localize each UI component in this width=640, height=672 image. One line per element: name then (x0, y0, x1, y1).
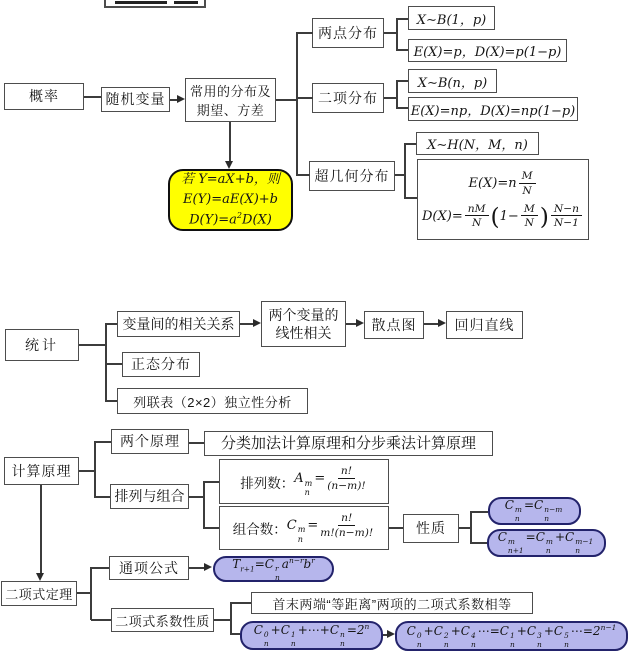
connector-line (94, 441, 96, 498)
connector-line (91, 567, 109, 569)
connector-line (389, 527, 403, 529)
connector-line (214, 619, 231, 621)
formula-text: X∼B(1，p) (416, 12, 487, 28)
node-binomial-theorem (1, 581, 77, 606)
node-properties (403, 514, 459, 543)
node-probability (4, 83, 84, 110)
connector-line (229, 122, 231, 162)
formula-general-term (213, 556, 334, 582)
connector-line (397, 18, 408, 20)
connector-line (84, 96, 101, 98)
connector-line (189, 496, 204, 498)
formula-combination-property-1 (488, 497, 581, 525)
arrowhead-right (177, 95, 185, 103)
connector-line (95, 496, 110, 498)
formula-odd-even-sum (395, 621, 628, 651)
formula-hypergeometric-model (416, 132, 539, 155)
formula-text: C 0 n +C 2 n +C 4 n ⋯=C 1 n +C 3 n +C 5 n $\cdots=2^{n-1}$ (406, 622, 617, 649)
arrowhead-right (438, 319, 446, 327)
connector-line (471, 511, 488, 513)
note-line2: E(Y)=aE(X)+b (183, 191, 278, 207)
formula-permutation-number (219, 459, 389, 504)
formula-text: C m n =C n−m n (504, 498, 563, 524)
formula-combination-property-2 (487, 529, 606, 557)
connector-line (189, 442, 204, 444)
node-label: 通项公式 (119, 559, 179, 576)
connector-line (95, 441, 111, 443)
node-permutation-combination (110, 484, 189, 509)
connector-line (77, 592, 91, 594)
formula-label: 排列数： (240, 475, 295, 491)
arrowhead-right (387, 630, 395, 638)
connector-line (405, 143, 416, 145)
formula-text: C m n = $\frac{n!}{m!(n-m)!}$ (286, 510, 374, 544)
connector-line (106, 400, 117, 402)
node-label-line2: 线性相关 (275, 325, 332, 341)
connector-line (79, 344, 106, 346)
node-scatter-plot (364, 311, 424, 339)
connector-line (79, 470, 95, 472)
node-label: 性质 (416, 520, 446, 537)
connector-line (297, 174, 310, 176)
node-regression-line (446, 311, 523, 339)
formula-text: E(X)=p，D(X)=p(1−p) (413, 45, 562, 60)
top-clipped-box (104, 0, 206, 8)
connector-line (397, 107, 408, 109)
node-label: 二项式定理 (5, 587, 73, 602)
formula-label: 组合数： (232, 522, 287, 537)
connector-line (397, 49, 408, 51)
node-label: 列联表（2×2）独立性分析 (133, 394, 292, 410)
formula-combination-number (219, 506, 389, 550)
node-label: 散点图 (371, 316, 417, 333)
node-counting-principle (4, 457, 79, 485)
connector-line (424, 323, 439, 325)
clipped-text-fragment (115, 1, 167, 4)
node-general-term-formula (109, 556, 189, 580)
connector-line (470, 511, 472, 544)
formula-text: X∼H(N，M，n) (427, 138, 528, 153)
node-contingency-table (117, 388, 308, 414)
connector-line (471, 542, 487, 544)
node-statistics (5, 329, 79, 361)
arrowhead-down (225, 161, 233, 169)
node-label: 随机变量 (105, 91, 166, 108)
node-label-line1: 常用的分布及 (189, 84, 271, 99)
connector-line (297, 97, 313, 99)
formula-text: E(X)=np，D(X)=np(1−p) (410, 103, 576, 119)
connector-line (106, 363, 122, 365)
note-linear-transform (168, 169, 293, 231)
node-label: 分类加法计算原理和分步乘法计算原理 (220, 434, 476, 452)
node-addition-multiplication-principles (204, 431, 493, 456)
connector-line (231, 602, 251, 604)
formula-variance: D(X)= $\frac{nM}{N}$ (1− $\frac{M}{N}$ ) $\frac{N-n}{N-1}$ (422, 203, 584, 230)
formula-binomial-moments (408, 97, 578, 121)
arrowhead-down (36, 573, 44, 581)
connector-line (231, 633, 240, 635)
formula-expectation: E(X)=n $\frac{M}{N}$ (468, 170, 537, 197)
connector-line (204, 527, 219, 529)
formula-text: A m n = $\frac{n!}{(n-m)!}$ (294, 464, 366, 498)
node-label: 概率 (29, 88, 59, 105)
formula-two-point-moments (408, 39, 567, 62)
connector-line (90, 567, 92, 620)
node-label: 超几何分布 (314, 167, 390, 184)
formula-binomial-model (408, 69, 497, 93)
formula-hypergeometric-moments (417, 159, 589, 240)
formula-text: C 0 n +C 1 n +⋯+C n n $=2^n$ (253, 622, 370, 649)
note-line3: $D(Y)=a^2D(X)$ (189, 210, 272, 228)
clipped-text-fragment (174, 1, 198, 4)
connector-line (91, 619, 111, 621)
node-label: 变量间的相关关系 (122, 315, 235, 332)
note-line1: 若 Y=aX+b，则 (181, 171, 280, 187)
connector-line (189, 567, 205, 569)
formula-two-point-model (408, 6, 495, 30)
node-variable-correlation (117, 311, 240, 337)
formula-text: $T_{r+1}=C$ r n $a^{n-r}b^r$ (232, 555, 315, 582)
node-label-line2: 期望、方差 (196, 103, 265, 118)
connector-line (296, 32, 298, 176)
node-normal-distribution (122, 352, 200, 377)
connector-line (396, 18, 398, 51)
node-two-principles (111, 429, 189, 454)
connector-line (297, 32, 313, 34)
formula-coefficient-sum (240, 621, 383, 650)
connector-line (240, 323, 254, 325)
formula-text: C m n+1 =C m n +C m−1 n (497, 530, 594, 556)
node-two-variable-linear (261, 301, 346, 347)
arrowhead-right (356, 319, 364, 327)
node-label: 二项分布 (318, 89, 378, 106)
connector-line (204, 481, 219, 483)
arrowhead-right (204, 563, 212, 571)
node-label: 回归直线 (454, 316, 515, 333)
node-random-variable (101, 87, 170, 112)
node-binomial-distribution (312, 83, 384, 113)
node-label: 两个原理 (120, 433, 180, 450)
formula-text: X∼B(n，p) (417, 75, 488, 91)
connector-line (203, 481, 205, 529)
arrowhead-right (253, 319, 261, 327)
node-label: 首末两端“等距离”两项的二项式系数相等 (272, 596, 512, 612)
connector-line (276, 99, 297, 101)
connector-line (396, 80, 398, 109)
connector-line (397, 80, 408, 82)
node-equidistant-property (251, 592, 533, 614)
node-common-distributions (185, 78, 276, 122)
connector-line (40, 485, 42, 575)
connector-line (230, 602, 232, 635)
node-label: 二项式系数性质 (115, 613, 210, 629)
node-two-point-distribution (312, 18, 384, 48)
connector-line (106, 323, 117, 325)
node-binomial-coefficient-properties (111, 608, 214, 632)
node-label: 正态分布 (131, 356, 191, 373)
node-label: 排列与组合 (114, 488, 185, 505)
node-label-line1: 两个变量的 (268, 306, 339, 323)
node-label: 计算原理 (11, 462, 72, 479)
node-hypergeometric-distribution (309, 161, 395, 191)
connector-line (404, 143, 406, 199)
node-label: 统计 (25, 336, 59, 353)
connector-line (405, 197, 417, 199)
node-label: 两点分布 (318, 24, 378, 41)
